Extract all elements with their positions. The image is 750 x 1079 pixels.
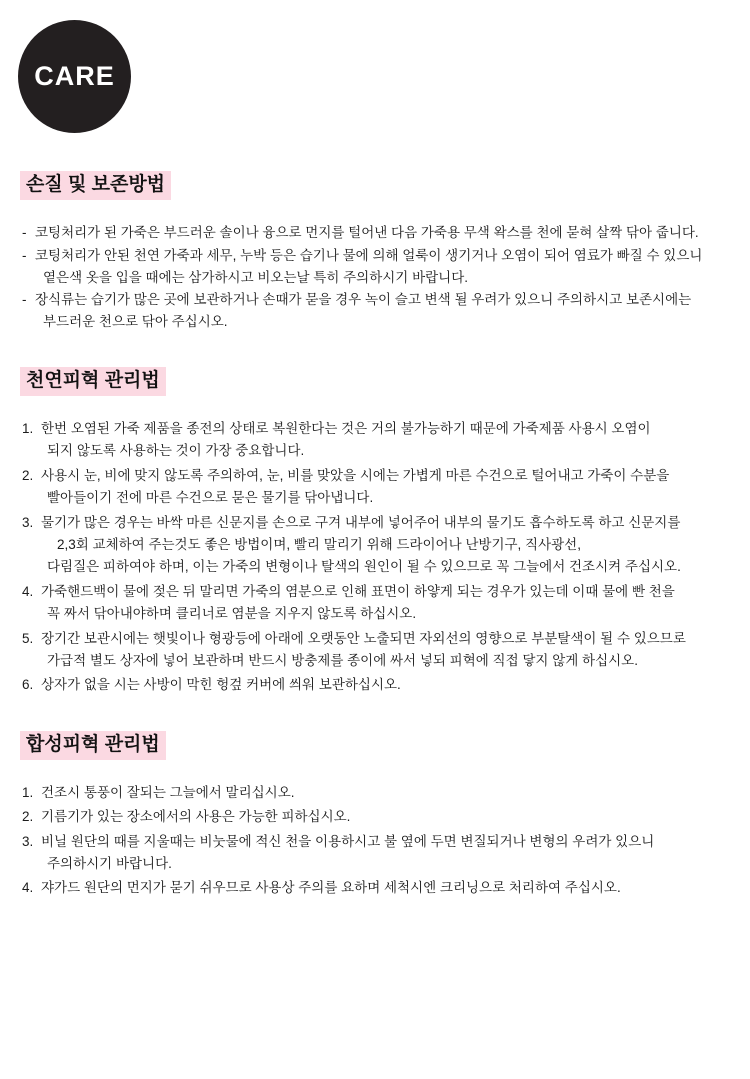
list-line: 한번 오염된 가죽 제품을 종전의 상태로 복원한다는 것은 거의 불가능하기 때문에 가죽제품 사용시 오염이 <box>41 420 651 436</box>
list-line: 장식류는 습기가 많은 곳에 보관하거나 손때가 묻을 경우 녹이 슬고 변색 될 우려가 있으니 주의하시고 보존시에는 <box>35 292 692 308</box>
list-marker: 4. <box>22 583 34 599</box>
section-title: 손질 및 보존방법 <box>20 171 171 200</box>
list-text <box>41 628 736 673</box>
section-body-synthetic-leather-care <box>14 782 736 900</box>
list-text <box>35 245 736 289</box>
list-marker: 4. <box>22 880 34 896</box>
list-text <box>41 782 736 804</box>
list-text <box>35 222 736 244</box>
section-heading-care-method <box>14 171 736 200</box>
list-line: 주의하시기 바랍니다. <box>47 855 172 871</box>
list-item <box>22 581 736 626</box>
section-heading-natural-leather-care <box>14 367 736 396</box>
list-item <box>22 782 736 804</box>
list-item <box>22 877 736 899</box>
list-line: 비닐 원단의 때를 지울때는 비눗물에 적신 천을 이용하시고 불 옆에 두면 변질되거나 변형의 우려가 있으니 <box>41 833 655 849</box>
list-item <box>22 289 736 333</box>
list-line: 기름기가 있는 장소에서의 사용은 가능한 피하십시오. <box>41 809 351 825</box>
list-marker: - <box>22 292 27 308</box>
list-line: 가급적 별도 상자에 넣어 보관하며 반드시 방충제를 종이에 싸서 넣되 피혁에 직접 닿지 않게 하십시오. <box>47 653 638 669</box>
list-marker: 1. <box>22 784 34 800</box>
list-line: 다림질은 피하여야 하며, 이는 가죽의 변형이나 탈색의 원인이 될 수 있으므로 꼭 그늘에서 건조시켜 주십시오. <box>47 559 681 575</box>
list-line: 되지 않도록 사용하는 것이 가장 중요합니다. <box>47 443 305 459</box>
list-marker: 6. <box>22 677 34 693</box>
list-item <box>22 222 736 244</box>
list-line: 장기간 보관시에는 햇빛이나 형광등에 아래에 오랫동안 노출되면 자외선의 영향으로 부분탈색이 될 수 있으므로 <box>41 630 686 646</box>
list-item <box>22 465 736 510</box>
list-line: 건조시 통풍이 잘되는 그늘에서 말리십시오. <box>41 784 295 800</box>
list-text <box>41 581 736 626</box>
care-badge-label: CARE <box>34 61 115 91</box>
list-item <box>22 674 736 696</box>
list-line: 물기가 많은 경우는 바싹 마른 신문지를 손으로 구겨 내부에 넣어주어 내부의 물기도 흡수하도록 하고 신문지를 <box>41 514 681 530</box>
list-text <box>41 465 736 510</box>
list-line: 쟈가드 원단의 먼지가 묻기 쉬우므로 사용상 주의를 요하며 세척시엔 크리닝으로 처리하여 주십시오. <box>41 880 621 896</box>
list-marker: 5. <box>22 630 34 646</box>
list-line: 꼭 짜서 닦아내야하며 클리너로 염분을 지우지 않도록 하십시오. <box>47 606 417 622</box>
list-line: 코팅처리가 안된 천연 가죽과 세무, 누박 등은 습기나 물에 의해 얼룩이 생기거나 오염이 되어 염료가 빠질 수 있으니 <box>35 247 703 263</box>
list-text <box>41 674 736 696</box>
section-title: 합성피혁 관리법 <box>20 731 166 760</box>
section-heading-synthetic-leather-care <box>14 731 736 760</box>
list-text <box>41 831 736 876</box>
section-body-care-method <box>14 222 736 333</box>
care-badge <box>18 20 131 133</box>
list-item <box>22 806 736 828</box>
list-text <box>35 289 736 333</box>
list-item <box>22 628 736 673</box>
list-line: 2,3회 교체하여 주는것도 좋은 방법이며, 빨리 말리기 위해 드라이어나 난방기구, 직사광선, <box>57 537 581 553</box>
list-marker: 2. <box>22 809 34 825</box>
list-text <box>41 806 736 828</box>
list-marker: 1. <box>22 420 34 436</box>
list-item <box>22 245 736 289</box>
list-item <box>22 831 736 876</box>
list-item <box>22 512 736 579</box>
section-body-natural-leather-care <box>14 418 736 697</box>
list-line: 부드러운 천으로 닦아 주십시오. <box>43 314 228 330</box>
list-text <box>41 512 736 579</box>
list-text <box>41 877 736 899</box>
list-item <box>22 418 736 463</box>
list-marker: 3. <box>22 833 34 849</box>
list-line: 빨아들이기 전에 마른 수건으로 묻은 물기를 닦아냅니다. <box>47 490 374 506</box>
section-title: 천연피혁 관리법 <box>20 367 166 396</box>
list-line: 상자가 없을 시는 사방이 막힌 헝겊 커버에 씌워 보관하십시오. <box>41 677 401 693</box>
list-marker: 3. <box>22 514 34 530</box>
list-line: 옅은색 옷을 입을 때에는 삼가하시고 비오는날 특히 주의하시기 바랍니다. <box>43 269 468 285</box>
list-text <box>41 418 736 463</box>
list-line: 가죽핸드백이 물에 젖은 뒤 말리면 가죽의 염분으로 인해 표면이 하얗게 되는 경우가 있는데 이때 물에 빤 천을 <box>41 583 675 599</box>
list-marker: - <box>22 224 27 240</box>
list-marker: - <box>22 247 27 263</box>
list-marker: 2. <box>22 467 34 483</box>
care-badge-wrap <box>14 16 736 133</box>
list-line: 사용시 눈, 비에 맞지 않도록 주의하여, 눈, 비를 맞았을 시에는 가볍게 마른 수건으로 털어내고 가죽이 수분을 <box>41 467 670 483</box>
list-line: 코팅처리가 된 가죽은 부드러운 솔이나 융으로 먼지를 털어낸 다음 가죽용 무색 왁스를 천에 묻혀 살짝 닦아 줍니다. <box>35 224 699 240</box>
